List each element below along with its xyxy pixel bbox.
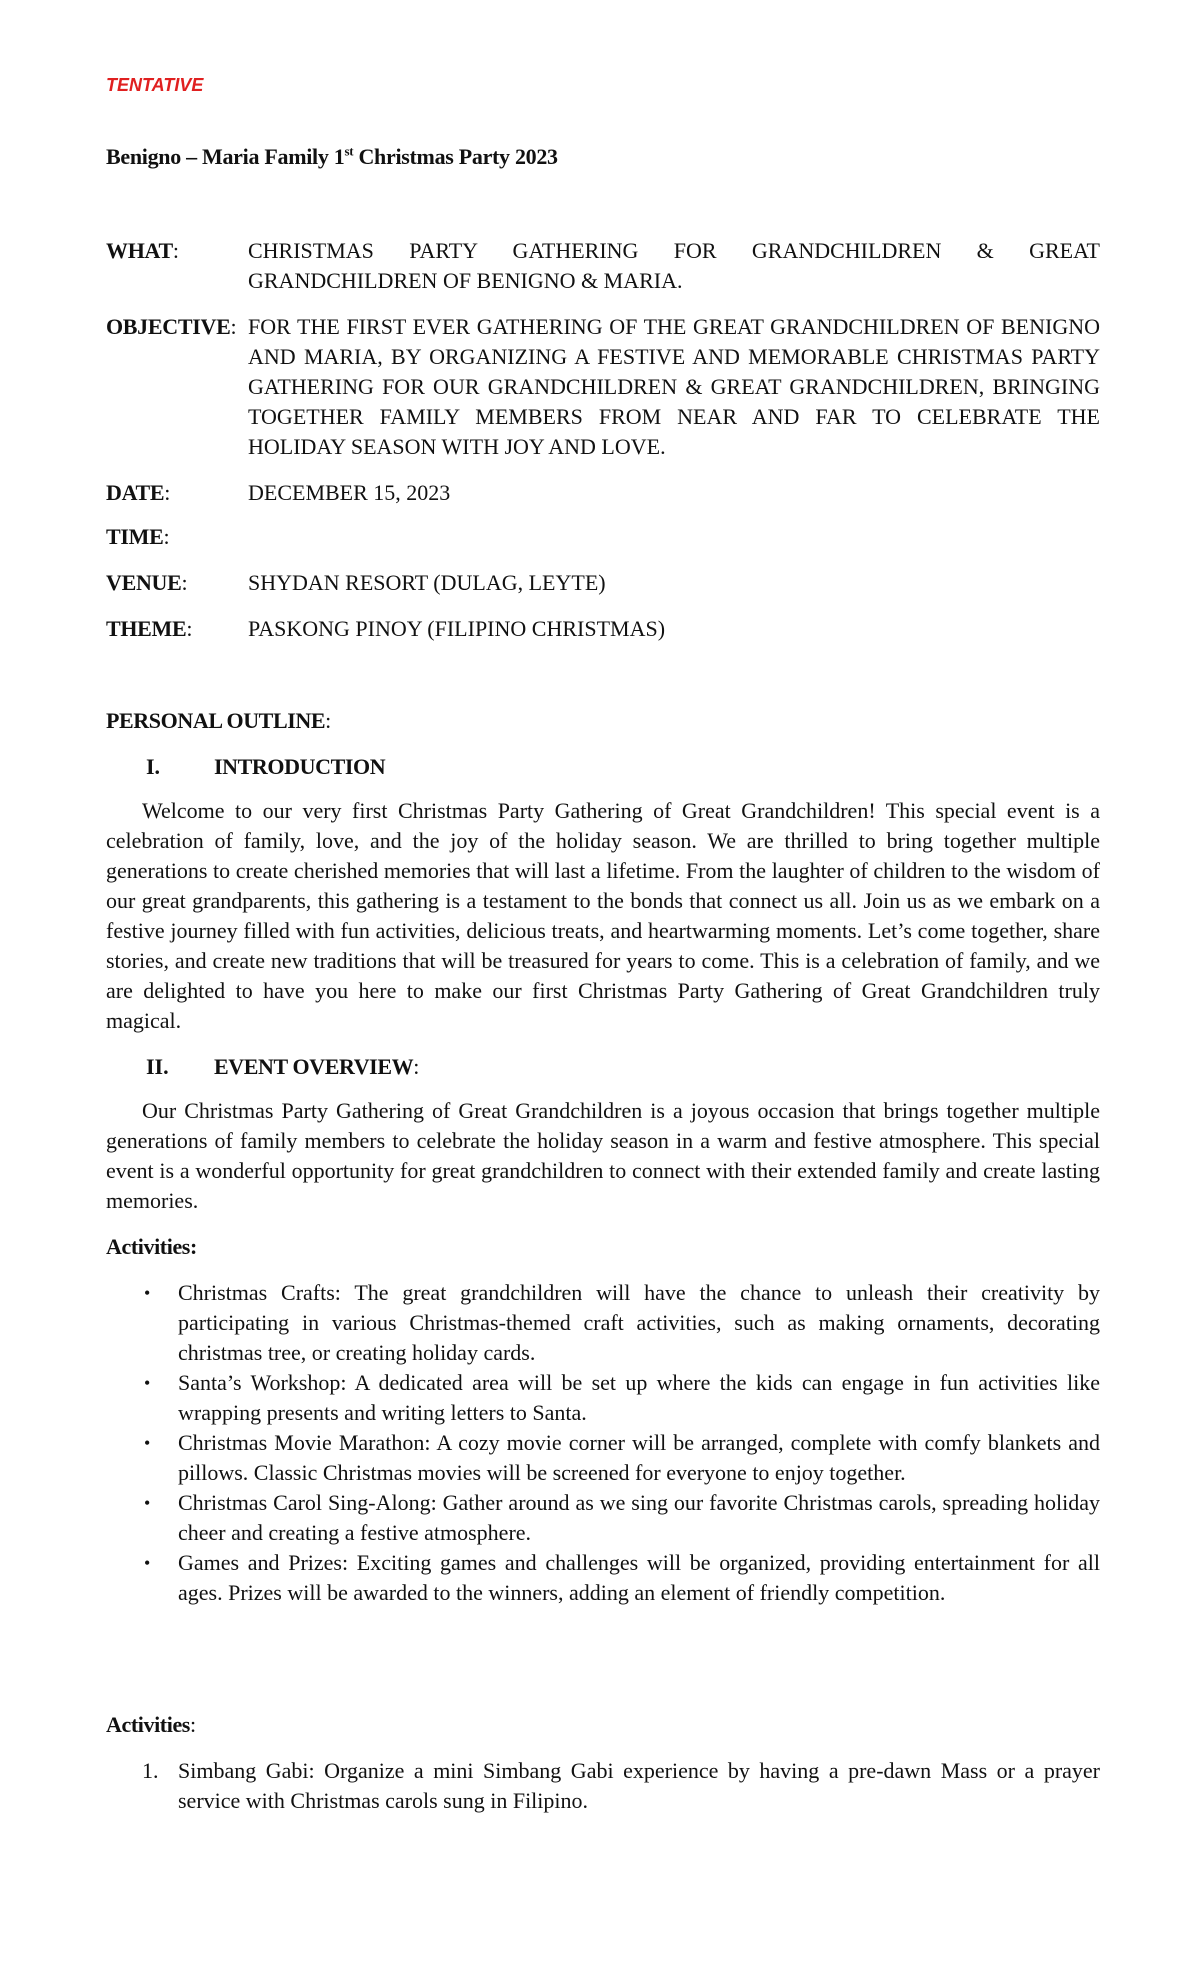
info-row-objective: OBJECTIVE: FOR THE FIRST EVER GATHERING OF THE GREAT GRANDCHILDREN OF BENIGNO AND MARIA, BY ORGANIZING A FESTIVE AND MEMORABLE CHRISTMAS PARTY GATHERING FOR OUR GRANDCHILDREN & GREAT GRANDCHILDREN, BRINGING TOGETHER FAMILY MEMBERS FROM NEAR AND FAR TO CELEBRATE THE HOLIDAY SEASON WITH JOY AND LOVE. xyxy=(106,312,1100,462)
list-item: • Santa’s Workshop: A dedicated area will be set up where the kids can engage in fun activities like wrapping presents and writing letters to Santa. xyxy=(144,1370,1100,1425)
info-label: OBJECTIVE xyxy=(106,314,231,339)
info-value: PASKONG PINOY (FILIPINO CHRISTMAS) xyxy=(248,616,666,641)
info-row-theme: THEME: PASKONG PINOY (FILIPINO CHRISTMAS) xyxy=(106,614,1100,644)
info-label: DATE xyxy=(106,480,165,505)
tentative-label: TENTATIVE xyxy=(106,75,204,95)
info-row-time: TIME: xyxy=(106,524,170,549)
bullet-icon: • xyxy=(144,1433,151,1453)
section-heading-event-overview: EVENT OVERVIEW: xyxy=(214,1054,420,1079)
list-item: • Christmas Carol Sing-Along: Gather around as we sing our favorite Christmas carols, spreading holiday cheer and creating a festive atmosphere. xyxy=(144,1490,1100,1545)
list-item: • Christmas Crafts: The great grandchildren will have the chance to unleash their creativity by participating in various Christmas-themed craft activities, such as making ornaments, decorating christmas tree, or creating holiday cards. xyxy=(144,1280,1100,1365)
introduction-paragraph: Welcome to our very first Christmas Party Gathering of Great Grandchildren! This special event is a celebration of family, love, and the joy of the holiday season. We are thrilled to bring together multiple generations to create cherished memories that will last a lifetime. From the laughter of children to the wisdom of our great grandparents, this gathering is a testament to the bonds that connect us all. Join us as we embark on a festive journey filled with fun activities, delicious treats, and heartwarming moments. Let’s come together, share stories, and create new traditions that will be treasured for years to come. This is a celebration of family, and we are delighted to have you here to make our first Christmas Party Gathering of Great Grandchildren truly magical. xyxy=(106,798,1100,1033)
info-row-what: WHAT: CHRISTMAS PARTY GATHERING FOR GRANDCHILDREN & GREAT GRANDCHILDREN OF BENIGNO & MARIA. xyxy=(106,236,1100,296)
info-value: SHYDAN RESORT (DULAG, LEYTE) xyxy=(248,570,606,595)
info-value: DECEMBER 15, 2023 xyxy=(248,480,451,505)
info-row-date: DATE: DECEMBER 15, 2023 xyxy=(106,478,1100,508)
section-numeral: II. xyxy=(146,1054,169,1079)
bullet-icon: • xyxy=(144,1373,151,1393)
info-label: THEME xyxy=(106,616,187,641)
document-title xyxy=(106,142,558,172)
info-label: VENUE xyxy=(106,570,182,595)
event-overview-paragraph: Our Christmas Party Gathering of Great Grandchildren is a joyous occasion that brings together multiple generations of family members to celebrate the holiday season in a warm and festive atmosphere. This special event is a wonderful opportunity for great grandchildren to connect with their extended family and create lasting memories. xyxy=(106,1098,1100,1213)
activities-bullet-list xyxy=(106,1278,1100,1608)
info-label: TIME xyxy=(106,524,164,549)
bullet-icon: • xyxy=(144,1553,151,1573)
title-main: Benigno – Maria Family 1 xyxy=(106,144,345,169)
title-superscript: st xyxy=(344,143,354,159)
section-numeral: I. xyxy=(146,754,161,779)
title-rest: Christmas Party 2023 xyxy=(353,144,558,169)
info-row-venue: VENUE: SHYDAN RESORT (DULAG, LEYTE) xyxy=(106,568,1100,598)
activities-numbered-list xyxy=(106,1756,1100,1816)
list-item: • Games and Prizes: Exciting games and challenges will be organized, providing entertainment for all ages. Prizes will be awarded to the winners, adding an element of friendly competition. xyxy=(144,1550,1100,1605)
activities-heading: Activities: xyxy=(106,1234,197,1259)
list-item: • Christmas Movie Marathon: A cozy movie corner will be arranged, complete with comfy blankets and pillows. Classic Christmas movies will be screened for everyone to enjoy together. xyxy=(144,1430,1100,1485)
info-label: WHAT xyxy=(106,238,173,263)
outline-heading: PERSONAL OUTLINE: xyxy=(106,708,332,733)
info-value: CHRISTMAS PARTY GATHERING FOR GRANDCHILDREN & GREAT GRANDCHILDREN OF BENIGNO & MARIA. xyxy=(248,238,1100,293)
info-value: FOR THE FIRST EVER GATHERING OF THE GREAT GRANDCHILDREN OF BENIGNO AND MARIA, BY ORGANIZING A FESTIVE AND MEMORABLE CHRISTMAS PARTY GATHERING FOR OUR GRANDCHILDREN & GREAT GRANDCHILDREN, BRINGING TOGETHER FAMILY MEMBERS FROM NEAR AND FAR TO CELEBRATE THE HOLIDAY SEASON WITH JOY AND LOVE. xyxy=(248,314,1100,459)
activities-heading-2: Activities: xyxy=(106,1712,197,1737)
bullet-icon: • xyxy=(144,1283,151,1303)
section-heading-introduction: INTRODUCTION xyxy=(214,754,386,779)
bullet-icon: • xyxy=(144,1493,151,1513)
list-item: 1. Simbang Gabi: Organize a mini Simbang Gabi experience by having a pre-dawn Mass or a prayer service with Christmas carols sung in Filipino. xyxy=(142,1758,1100,1813)
